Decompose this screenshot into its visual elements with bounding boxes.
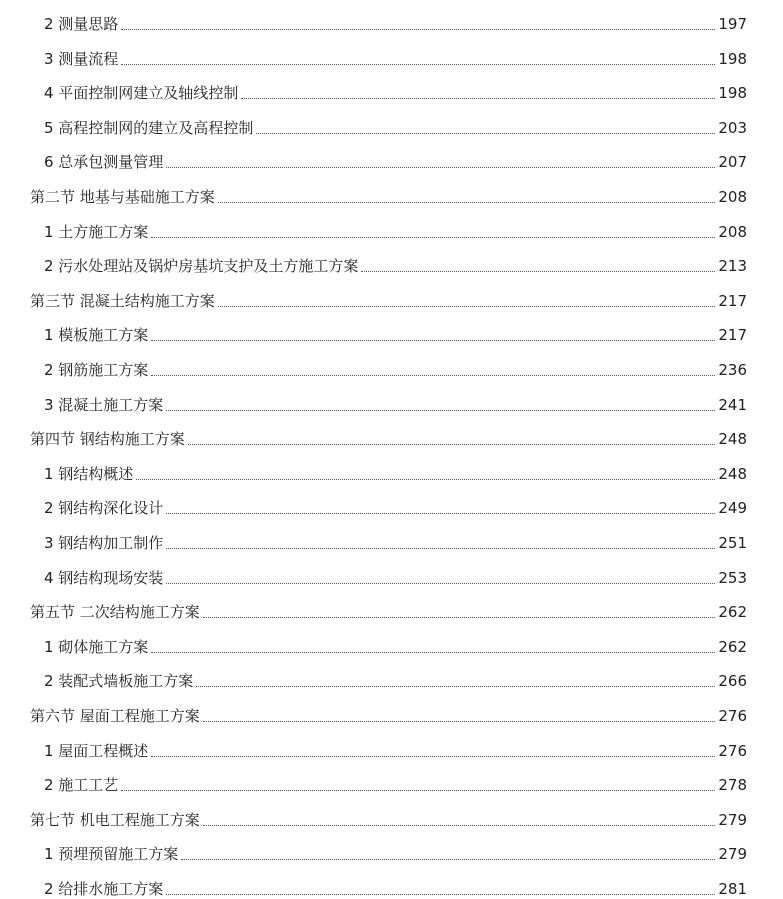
toc-dot-leader xyxy=(121,64,715,65)
toc-page-number: 248 xyxy=(718,430,747,449)
toc-dot-leader xyxy=(151,375,715,376)
toc-entry-title: 第二节 地基与基础施工方案 xyxy=(30,188,215,206)
toc-subsection-entry[interactable] xyxy=(0,727,783,761)
toc-page-number: 236 xyxy=(718,361,747,379)
toc-page-number: 248 xyxy=(718,464,747,483)
toc-dot-leader xyxy=(188,444,716,445)
toc-dot-leader xyxy=(203,825,716,826)
toc-dot-leader xyxy=(166,894,715,895)
toc-entry-title: 2 测量思路 xyxy=(44,15,119,33)
toc-dot-leader xyxy=(203,617,716,618)
toc-entry-title: 4 平面控制网建立及轴线控制 xyxy=(44,84,239,103)
toc-subsection-entry[interactable] xyxy=(0,657,783,691)
toc-page-number: 276 xyxy=(718,741,747,760)
toc-dot-leader xyxy=(166,167,715,168)
toc-page-number: 262 xyxy=(718,603,747,622)
toc-entry-title: 1 土方施工方案 xyxy=(44,222,149,241)
toc-entry-title: 第四节 钢结构施工方案 xyxy=(30,430,185,449)
toc-page-number: 217 xyxy=(718,326,747,345)
toc-section-entry[interactable] xyxy=(0,692,783,726)
toc-dot-leader xyxy=(121,29,715,30)
toc-section-entry[interactable] xyxy=(0,277,783,311)
toc-entry-title: 2 钢筋施工方案 xyxy=(44,361,149,379)
toc-page-number: 208 xyxy=(718,188,747,206)
toc-section-entry[interactable] xyxy=(0,796,783,830)
toc-dot-leader xyxy=(151,340,715,341)
toc-subsection-entry[interactable] xyxy=(0,138,783,172)
toc-entry-title: 2 施工工艺 xyxy=(44,776,119,795)
toc-page-number: 197 xyxy=(718,15,747,33)
toc-entry-title: 第六节 屋面工程施工方案 xyxy=(30,707,200,725)
toc-subsection-entry[interactable] xyxy=(0,104,783,138)
toc-page-number: 241 xyxy=(718,395,747,414)
toc-entry-title: 第五节 二次结构施工方案 xyxy=(30,603,200,622)
toc-entry-title: 1 砌体施工方案 xyxy=(44,637,149,656)
toc-entry-title: 3 混凝土施工方案 xyxy=(44,395,164,414)
toc-subsection-entry[interactable] xyxy=(0,69,783,103)
toc-dot-leader xyxy=(196,686,715,687)
toc-dot-leader xyxy=(181,859,715,860)
toc-entry-title: 第七节 机电工程施工方案 xyxy=(30,810,200,829)
toc-dot-leader xyxy=(166,548,715,549)
toc-section-entry[interactable] xyxy=(0,588,783,622)
toc-dot-leader xyxy=(203,721,716,722)
toc-dot-leader xyxy=(166,410,715,411)
toc-subsection-entry[interactable] xyxy=(0,519,783,553)
toc-page-number: 253 xyxy=(718,568,747,587)
toc-dot-leader xyxy=(151,756,715,757)
toc-page-number: 276 xyxy=(718,707,747,725)
toc-dot-leader xyxy=(166,583,715,584)
toc-entry-title: 1 屋面工程概述 xyxy=(44,741,149,760)
toc-section-entry[interactable] xyxy=(0,173,783,207)
toc-subsection-entry[interactable] xyxy=(0,554,783,588)
toc-dot-leader xyxy=(151,652,715,653)
toc-page-number: 281 xyxy=(718,880,747,898)
toc-subsection-entry[interactable] xyxy=(0,761,783,795)
toc-page-number: 217 xyxy=(718,291,747,310)
toc-subsection-entry[interactable] xyxy=(0,242,783,276)
toc-subsection-entry[interactable] xyxy=(0,0,783,34)
toc-subsection-entry[interactable] xyxy=(0,450,783,484)
toc-dot-leader xyxy=(361,271,715,272)
toc-page-number: 279 xyxy=(718,810,747,829)
toc-page-number: 203 xyxy=(718,118,747,137)
toc-page-number: 251 xyxy=(718,534,747,552)
toc-entry-title: 第三节 混凝土结构施工方案 xyxy=(30,291,215,310)
toc-entry-title: 2 钢结构深化设计 xyxy=(44,499,164,518)
toc-section-entry[interactable] xyxy=(0,415,783,449)
toc-entry-title: 6 总承包测量管理 xyxy=(44,153,164,172)
toc-dot-leader xyxy=(241,98,715,99)
toc-subsection-entry[interactable] xyxy=(0,830,783,864)
toc-subsection-entry[interactable] xyxy=(0,208,783,242)
toc-entry-title: 5 高程控制网的建立及高程控制 xyxy=(44,118,254,137)
toc-entry-title: 4 钢结构现场安装 xyxy=(44,568,164,587)
toc-page-number: 279 xyxy=(718,845,747,864)
toc-entry-title: 1 模板施工方案 xyxy=(44,326,149,345)
toc-subsection-entry[interactable] xyxy=(0,381,783,415)
toc-page-number: 198 xyxy=(718,84,747,103)
toc-dot-leader xyxy=(136,479,715,480)
toc-page-number: 213 xyxy=(718,257,747,276)
toc-page-number: 208 xyxy=(718,222,747,241)
toc-page-number: 249 xyxy=(718,499,747,518)
toc-page-number: 198 xyxy=(718,49,747,68)
toc-dot-leader xyxy=(151,237,715,238)
toc-dot-leader xyxy=(121,790,715,791)
toc-entry-title: 1 钢结构概述 xyxy=(44,464,134,483)
toc-dot-leader xyxy=(166,513,715,514)
toc-subsection-entry[interactable] xyxy=(0,623,783,657)
toc-subsection-entry[interactable] xyxy=(0,35,783,69)
toc-entry-title: 3 测量流程 xyxy=(44,49,119,68)
toc-entry-title: 1 预埋预留施工方案 xyxy=(44,845,179,864)
toc-subsection-entry[interactable] xyxy=(0,311,783,345)
toc-entry-title: 2 装配式墙板施工方案 xyxy=(44,672,194,691)
toc-entry-title: 2 污水处理站及锅炉房基坑支护及土方施工方案 xyxy=(44,257,359,276)
toc-entry-title: 3 钢结构加工制作 xyxy=(44,534,164,552)
toc-subsection-entry[interactable] xyxy=(0,346,783,380)
toc-subsection-entry[interactable] xyxy=(0,865,783,899)
toc-dot-leader xyxy=(256,133,715,134)
toc-dot-leader xyxy=(218,202,716,203)
toc-page-number: 266 xyxy=(718,672,747,691)
toc-subsection-entry[interactable] xyxy=(0,484,783,518)
toc-page-number: 207 xyxy=(718,153,747,172)
toc-page-number: 262 xyxy=(718,637,747,656)
toc-page-number: 278 xyxy=(718,776,747,795)
toc-entry-title: 2 给排水施工方案 xyxy=(44,880,164,898)
toc-dot-leader xyxy=(218,306,716,307)
